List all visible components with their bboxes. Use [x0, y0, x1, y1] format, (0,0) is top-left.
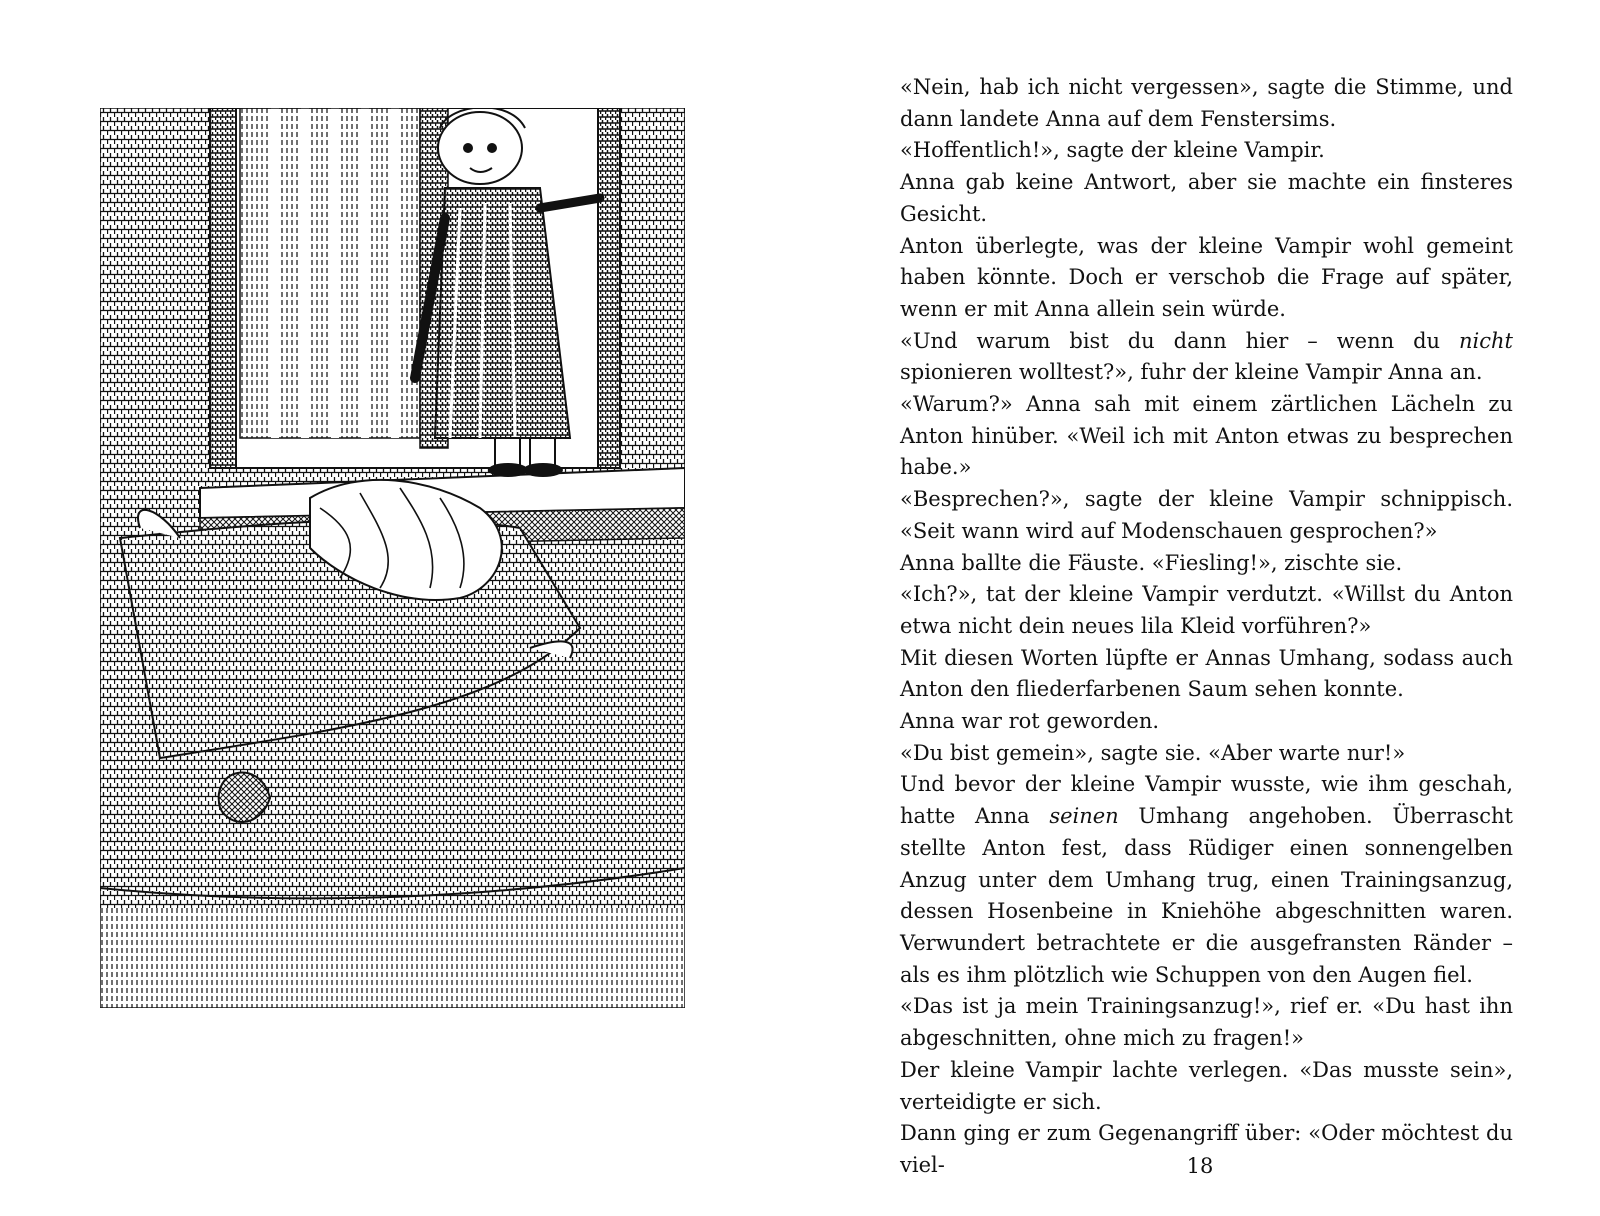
ink-illustration-icon	[100, 108, 685, 1008]
paragraph: Anna gab keine Antwort, aber sie machte ein finsteres Gesicht.	[900, 170, 1513, 226]
text-block	[900, 72, 1513, 1182]
paragraph: Anna war rot geworden.	[900, 709, 1160, 734]
paragraph: «Ich?», tat der kleine Vampir verdutzt. «Willst du Anton etwa nicht dein neues lila Kleid vorführen?»	[900, 582, 1513, 638]
paragraph: «Das ist ja mein Trainingsanzug!», rief er. «Du hast ihn abgeschnitten, ohne mich zu fragen!»	[900, 994, 1513, 1051]
book-illustration	[100, 108, 685, 1008]
paragraph: Anton überlegte, was der kleine Vampir wohl gemeint haben könnte. Doch er verschob die Frage auf später, wenn er mit Anna allein sein würde.	[900, 233, 1513, 321]
page-number: 18	[1186, 1154, 1214, 1178]
paragraph: Mit diesen Worten lüpfte er Annas Umhang, sodass auch Anton den fliederfarbenen Saum sehen konnte.	[900, 645, 1513, 702]
right-page	[800, 0, 1600, 1216]
paragraph: Anna ballte die Fäuste. «Fiesling!», zischte sie.	[900, 550, 1403, 575]
paragraph: «Nein, hab ich nicht vergessen», sagte die Stimme, und dann landete Anna auf dem Fenstersims.	[900, 75, 1513, 131]
paragraph: «Und warum bist du dann hier – wenn du nicht spionieren wolltest?», fuhr der kleine Vampir Anna an.	[900, 328, 1513, 385]
paragraph: «Hoffentlich!», sagte der kleine Vampir.	[900, 138, 1325, 163]
paragraph: «Besprechen?», sagte der kleine Vampir schnippisch. «Seit wann wird auf Modenschauen gesprochen?»	[900, 487, 1513, 543]
paragraph: «Du bist gemein», sagte sie. «Aber warte nur!»	[900, 740, 1406, 765]
paragraph: «Warum?» Anna sah mit einem zärtlichen Lächeln zu Anton hinüber. «Weil ich mit Anton etwas zu besprechen habe.»	[900, 392, 1513, 480]
paragraph: Der kleine Vampir lachte verlegen. «Das musste sein», verteidigte er sich.	[900, 1057, 1513, 1114]
paragraph: Und bevor der kleine Vampir wusste, wie ihm geschah, hatte Anna seinen Umhang angehoben. Überrascht stellte Anton fest, dass Rüdiger einen sonnengelben Anzug unter dem Umhang trug, einen Trainingsanzug, dessen Hosenbeine in Kniehöhe abgeschnitten waren. Verwundert betrachtete er die ausgefransten Ränder – als es ihm plötzlich wie Schuppen von den Augen fiel.	[900, 772, 1513, 987]
paragraph: Dann ging er zum Gegenangriff über: «Oder möchtest du viel-	[900, 1121, 1513, 1177]
